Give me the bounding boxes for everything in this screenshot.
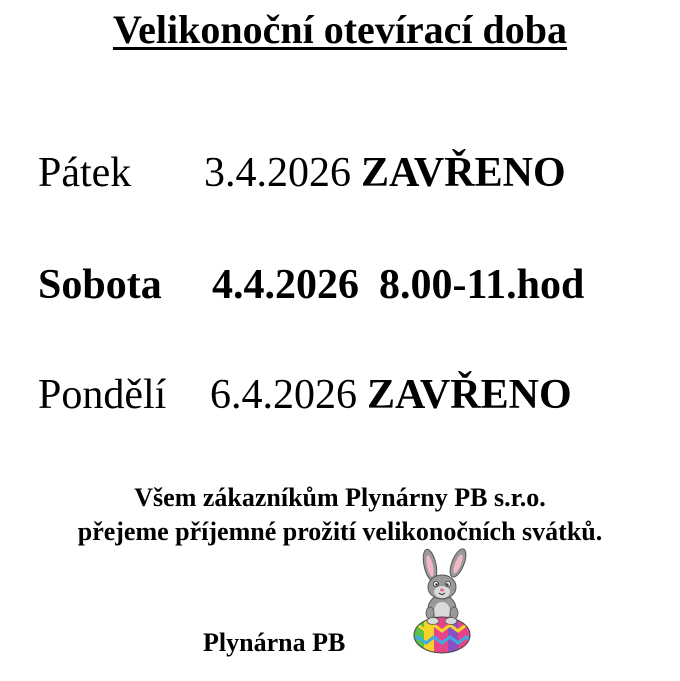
schedule-status: ZAVŘENO	[361, 150, 566, 196]
schedule-date: 4.4.2026	[212, 262, 359, 308]
easter-egg	[410, 617, 474, 655]
schedule-hours: 8.00-11.hod	[379, 262, 585, 308]
schedule-date: 6.4.2026	[210, 372, 357, 418]
schedule-row-friday	[38, 152, 566, 194]
schedule-row-saturday	[38, 264, 584, 306]
schedule-day: Sobota	[38, 262, 162, 308]
page-title: Velikonoční otevírací doba	[112, 7, 568, 52]
easter-bunny-on-egg-icon	[406, 547, 478, 655]
greeting-line-1: Všem zákazníkům Plynárny PB s.r.o.	[134, 483, 546, 512]
schedule-status: ZAVŘENO	[367, 372, 572, 418]
signature: Plynárna PB	[203, 628, 346, 657]
schedule-day: Pondělí	[38, 372, 167, 418]
schedule-day: Pátek	[38, 150, 132, 196]
greeting-message	[0, 481, 680, 549]
schedule-row-monday	[38, 374, 572, 416]
greeting-line-2: přejeme příjemné prožití velikonočních svátků.	[77, 517, 603, 546]
schedule-date: 3.4.2026	[204, 150, 351, 196]
